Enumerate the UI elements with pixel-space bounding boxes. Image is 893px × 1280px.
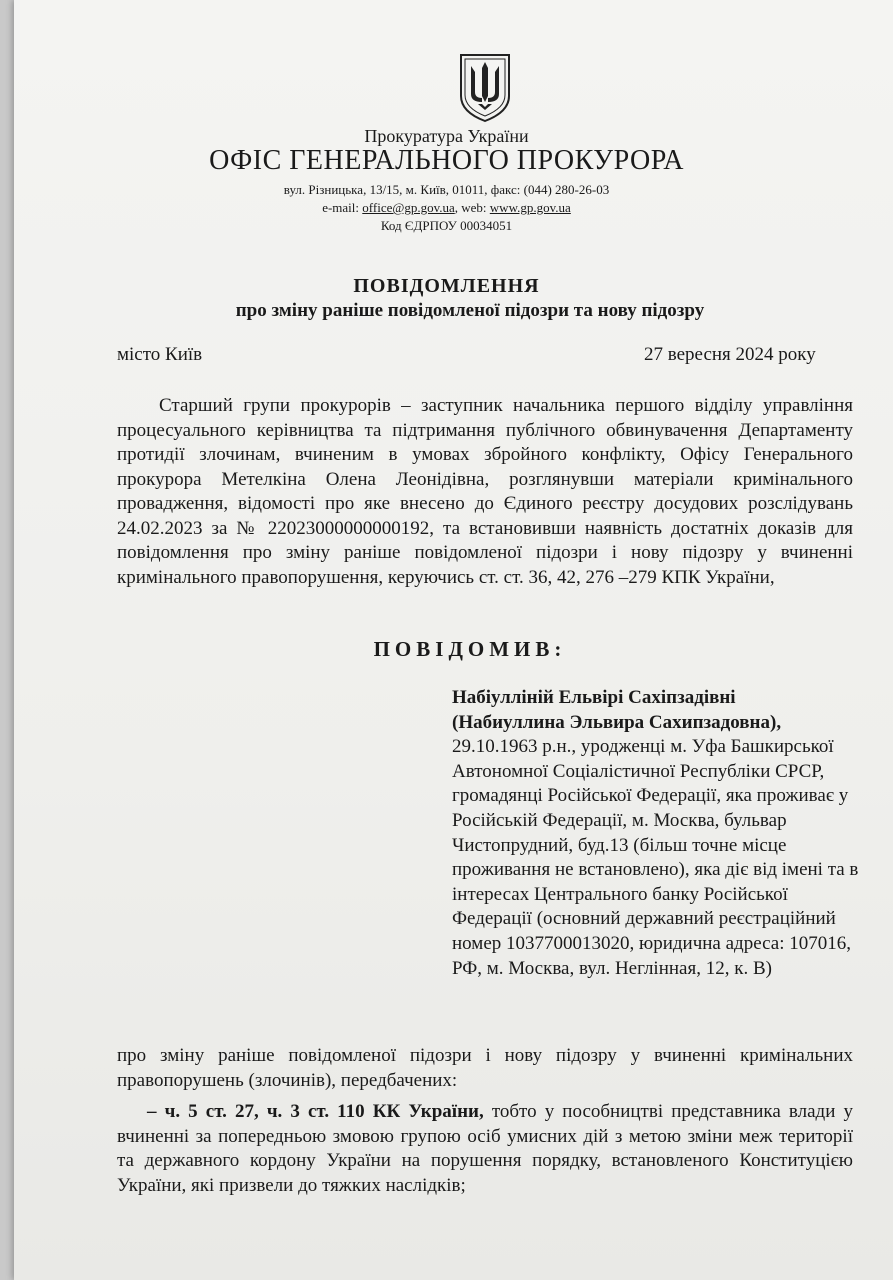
document-date: 27 вересня 2024 року <box>644 344 816 365</box>
web-link[interactable]: www.gp.gov.ua <box>489 200 571 215</box>
charge-description: тобто у пособництві представника влади у вчиненні за попередньою змовою групою осіб умисних дій з метою зміни меж території та державного кордону України на порушення порядку, встановленого Конституцією України, які призвели до тяжких наслідків; <box>117 1101 853 1196</box>
document-city: місто Київ <box>117 344 203 365</box>
office-address: вул. Різницька, 13/15, м. Київ, 01011, факс: (044) 280-26-03 <box>283 182 610 197</box>
document-subtitle: про зміну раніше повідомленої підозри та нову підозру <box>235 300 705 321</box>
suspect-block <box>452 686 862 981</box>
charge-article: – ч. 5 ст. 27, ч. 3 ст. 110 КК України, <box>147 1101 484 1122</box>
email-label: e-mail: <box>322 200 363 215</box>
trident-coat-of-arms-icon <box>458 52 512 124</box>
intro-paragraph: Старший групи прокурорів – заступник начальника першого відділу управління процесуального керівництва та підтримання публічного обвинувачення Департаменту протидії злочинам, вчиненим в умовах збройного конфлікту, Офісу Генерального прокурора Метелкіна Олена Леонідівна, розглянувши матеріали кримінального провадження, відомості про яке внесено до Єдиного реєстру досудових розслідувань 24.02.2023 за № 22023000000000192, та встановивши наявність достатніх доказів для повідомлення про зміну раніше повідомленої підозри і нову підозру у вчиненні кримінального правопорушення, керуючись ст. ст. 36, 42, 276 –279 КПК України, <box>117 395 853 588</box>
email-link[interactable]: office@gp.gov.ua <box>362 200 455 215</box>
office-contacts <box>0 199 893 216</box>
web-label: , web: <box>454 200 490 215</box>
agency-name: Прокуратура України <box>364 126 529 146</box>
charge-item <box>117 1100 853 1198</box>
edrpou-code: Код ЄДРПОУ 00034051 <box>380 218 513 233</box>
charges-intro: про зміну раніше повідомленої підозри і нову підозру у вчиненні кримінальних правопорушень (злочинів), передбачених: <box>117 1045 853 1091</box>
suspect-name-ru: (Набиуллина Эльвира Сахипзадовна), <box>452 711 782 733</box>
document-title: ПОВІДОМЛЕННЯ <box>353 275 540 297</box>
office-name: ОФІС ГЕНЕРАЛЬНОГО ПРОКУРОРА <box>209 145 684 176</box>
suspect-name-ua: Набіулліній Ельвірі Сахіпзадівні <box>452 687 736 708</box>
notified-heading: ПОВІДОМИВ: <box>373 637 567 661</box>
suspect-details: 29.10.1963 р.н., уродженці м. Уфа Башкирської Автономної Соціалістичної Республіки СРСР, громадянці Російської Федерації, яка проживає у Російській Федерації, м. Москва, бульвар Чистопрудний, буд.13 (більш точне місце проживання не встановлено), яка діє від імені та в інтересах Центрального банку Російської Федерації (основний державний реєстраційний номер 1037700013020, юридична адреса: 107016, РФ, м. Москва, вул. Неглінная, 12, к. В) <box>452 736 859 979</box>
